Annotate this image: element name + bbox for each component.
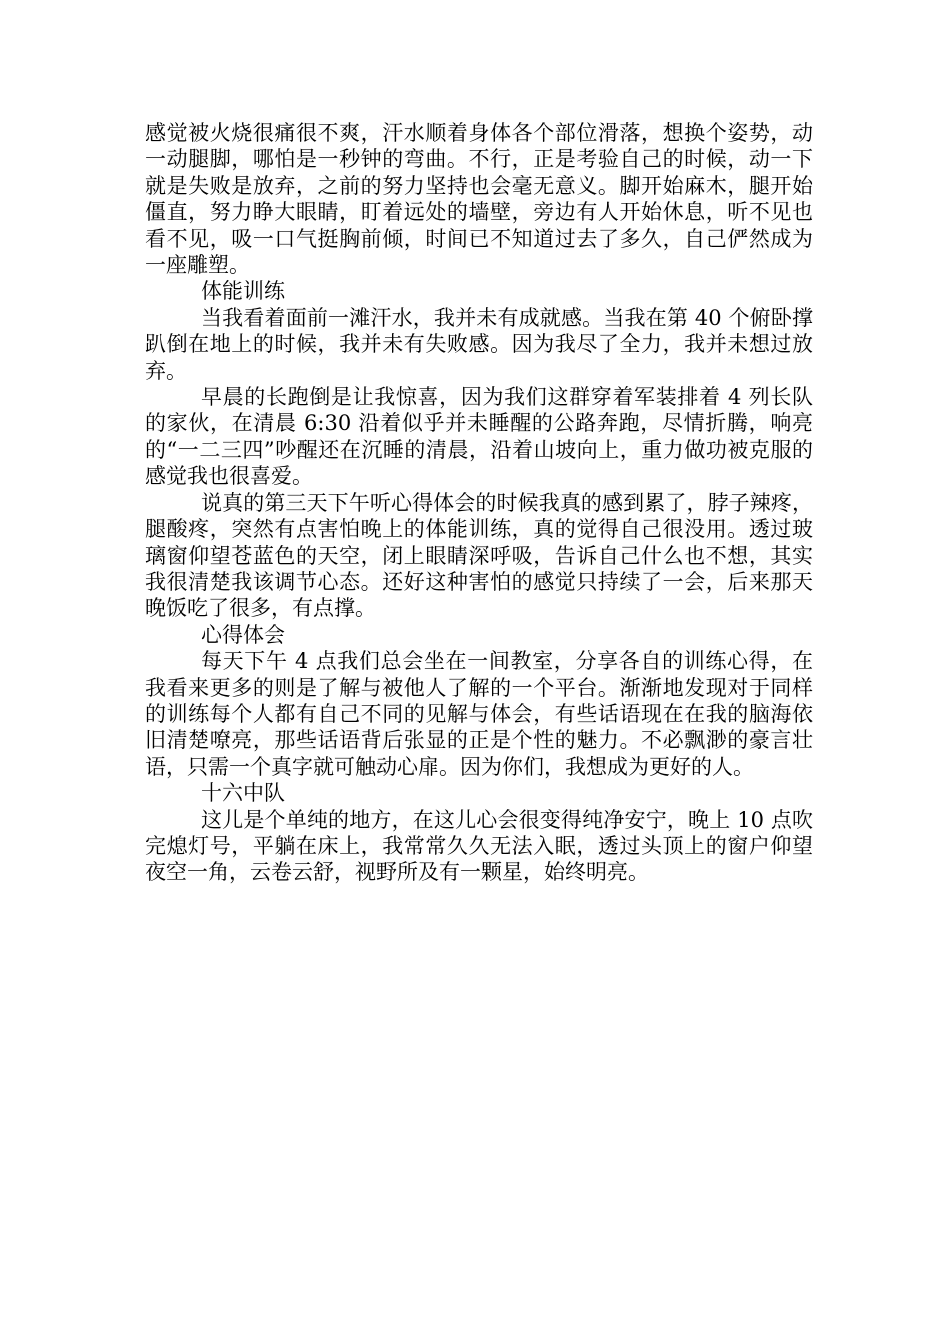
- paragraph-squadron: 这儿是个单纯的地方，在这儿心会很变得纯净安宁，晚上 10 点吹完熄灯号，平躺在床上，我常常久久无法入眠，透过头顶上的窗户仰望夜空一角，云卷云舒，视野所及有一颗星，始终明亮。: [145, 807, 813, 885]
- paragraph-sharing: 每天下午 4 点我们总会坐在一间教室，分享各自的训练心得，在我看来更多的则是了解与被他人了解的一个平台。渐渐地发现对于同样的训练每个人都有自己不同的见解与体会，有些话语现在在我的脑海依旧清楚嘹亮，那些话语背后张显的正是个性的魅力。不必飘渺的豪言壮语，只需一个真字就可触动心扉。因为你们，我想成为更好的人。: [145, 649, 813, 779]
- paragraph-third-day: 说真的第三天下午听心得体会的时候我真的感到累了，脖子辣疼，腿酸疼，突然有点害怕晚上的体能训练，真的觉得自己很没用。透过玻璃窗仰望苍蓝色的天空，闭上眼睛深呼吸，告诉自己什么也不想，其实我很清楚我该调节心态。还好这种害怕的感觉只持续了一会，后来那天晚饭吃了很多，有点撑。: [145, 490, 813, 621]
- section-heading-squadron: 十六中队: [201, 781, 285, 806]
- paragraph-morning-run: 早晨的长跑倒是让我惊喜，因为我们这群穿着军装排着 4 列长队的家伙，在清晨 6:30 沿着似乎并未睡醒的公路奔跑，尽情折腾，响亮的“一二三四”吵醒还在沉睡的清晨，沿着山坡向上，重力做功被克服的感觉我也很喜爱。: [145, 385, 813, 489]
- section-heading-reflections: 心得体会: [201, 622, 285, 647]
- document-page: [145, 120, 813, 886]
- paragraph-endurance: 感觉被火烧很痛很不爽，汗水顺着身体各个部位滑落，想换个姿势，动一动腿脚，哪怕是一秒钟的弯曲。不行，正是考验自己的时候，动一下就是失败是放弃，之前的努力坚持也会毫无意义。脚开始麻木，腿开始僵直，努力睁大眼睛，盯着远处的墙壁，旁边有人开始休息，听不见也看不见，吸一口气挺胸前倾，时间已不知道过去了多久，自己俨然成为一座雕塑。: [145, 121, 813, 278]
- paragraph-pushups: 当我看着面前一滩汗水，我并未有成就感。当我在第 40 个俯卧撑趴倒在地上的时候，我并未有失败感。因为我尽了全力，我并未想过放弃。: [145, 305, 813, 383]
- section-heading-fitness: 体能训练: [201, 279, 285, 304]
